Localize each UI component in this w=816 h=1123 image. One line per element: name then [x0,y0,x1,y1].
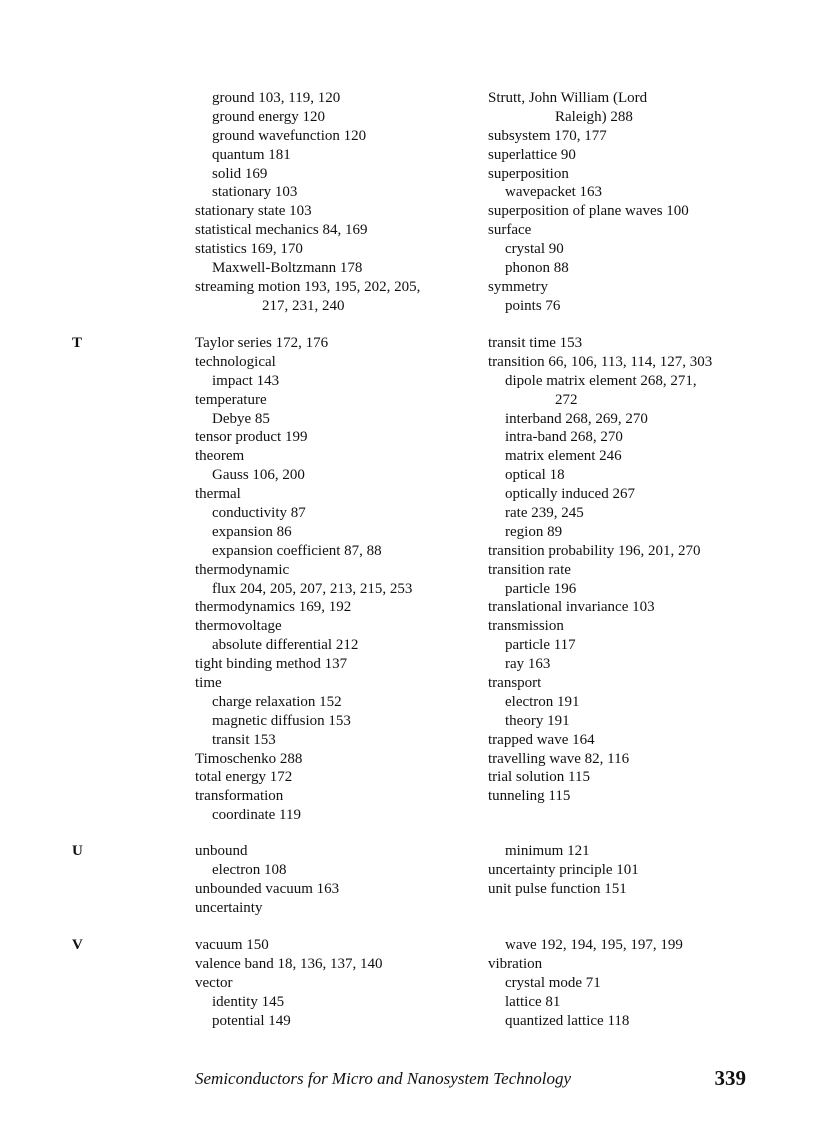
index-entry: transformation [195,788,284,805]
index-entry: wave 192, 194, 195, 197, 199 [505,937,683,953]
index-entry: region 89 [505,523,563,540]
index-entry: quantized lattice 118 [505,1012,630,1029]
index-entry: transmission [488,618,564,635]
index-entry: crystal mode 71 [505,974,601,991]
index-entry: statistical mechanics 84, 169 [195,222,368,239]
index-entry: tight binding method 137 [195,656,348,673]
index-entry: optically induced 267 [505,486,635,503]
index-entry: ray 163 [505,656,551,673]
index-entry: tensor product 199 [195,429,308,446]
index-entry: superposition [488,165,569,182]
index-entry: particle 196 [505,580,577,597]
index-entry: ground energy 120 [212,108,326,125]
index-entry: unbound [195,843,248,859]
index-entry: ground 103, 119, 120 [212,90,341,106]
right-column [488,936,768,1030]
index-entry: uncertainty principle 101 [488,861,639,878]
index-entry: theorem [195,448,245,465]
index-entry: uncertainty [195,899,263,916]
index-entry: thermovoltage [195,618,282,635]
index-entry: Maxwell-Boltzmann 178 [212,260,363,277]
index-entry: transition rate [488,561,571,578]
index-entry: thermodynamics 169, 192 [195,599,352,616]
index-entry: potential 149 [212,1012,291,1029]
index-entry: electron 191 [505,693,580,710]
index-entry: streaming motion 193, 195, 202, 205, [195,278,421,295]
index-entry: quantum 181 [212,146,291,163]
left-column [195,334,470,825]
index-entry: lattice 81 [505,993,561,1010]
index-entry: Gauss 106, 200 [212,467,305,484]
index-entry: points 76 [505,297,561,314]
index-entry: technological [195,353,276,370]
index-entry: Timoschenko 288 [195,750,303,767]
index-entry: travelling wave 82, 116 [488,750,630,767]
index-entry: symmetry [488,278,548,295]
index-entry: transit time 153 [488,335,583,351]
index-entry: statistics 169, 170 [195,241,303,258]
section-letter: U [72,843,83,859]
index-entry: 217, 231, 240 [262,297,345,314]
right-column [488,334,768,806]
index-entry: 272 [555,391,578,408]
index-entry: superlattice 90 [488,146,576,163]
index-entry: coordinate 119 [212,807,301,824]
index-entry: translational invariance 103 [488,599,655,616]
index-entry: transition 66, 106, 113, 114, 127, 303 [488,353,713,370]
index-entry: expansion coefficient 87, 88 [212,542,382,559]
index-entry: wavepacket 163 [505,184,603,201]
index-entry: charge relaxation 152 [212,693,342,710]
index-entry: rate 239, 245 [505,505,584,522]
index-entry: transit 153 [212,731,276,748]
index-entry: crystal 90 [505,241,564,258]
index-entry: stationary 103 [212,184,298,201]
index-entry: unbounded vacuum 163 [195,880,340,897]
index-entry: absolute differential 212 [212,637,359,654]
index-entry: superposition of plane waves 100 [488,203,689,220]
index-entry: flux 204, 205, 207, 213, 215, 253 [212,580,413,597]
index-entry: solid 169 [212,165,268,182]
index-entry: dipole matrix element 268, 271, [505,372,697,389]
index-entry: surface [488,222,532,239]
index-entry: electron 108 [212,861,287,878]
left-column [195,89,470,316]
section-letter: V [72,937,83,953]
index-entry: matrix element 246 [505,448,622,465]
index-entry: magnetic diffusion 153 [212,712,351,729]
right-column [488,89,768,316]
left-column [195,936,470,1030]
index-entry: transport [488,675,542,692]
index-entry: Taylor series 172, 176 [195,335,329,351]
right-column [488,842,768,899]
index-entry: stationary state 103 [195,203,312,220]
index-entry: impact 143 [212,372,280,389]
index-entry: conductivity 87 [212,505,306,522]
index-entry: subsystem 170, 177 [488,127,607,144]
index-entry: transition probability 196, 201, 270 [488,542,701,559]
index-entry: valence band 18, 136, 137, 140 [195,955,383,972]
index-entry: vibration [488,955,543,972]
index-entry: time [195,675,222,692]
index-entry: thermal [195,486,241,503]
index-entry: trial solution 115 [488,769,590,786]
index-entry: Raleigh) 288 [555,108,633,125]
index-entry: tunneling 115 [488,788,571,805]
section-letter: T [72,335,83,351]
index-entry: unit pulse function 151 [488,880,627,897]
index-entry: interband 268, 269, 270 [505,410,648,427]
page-number: 339 [714,1066,746,1090]
index-entry: ground wavefunction 120 [212,127,367,144]
index-entry: Strutt, John William (Lord [488,90,648,106]
index-entry: vacuum 150 [195,937,269,953]
index-entry: minimum 121 [505,843,590,859]
index-entry: trapped wave 164 [488,731,595,748]
left-column [195,842,470,918]
index-entry: expansion 86 [212,523,292,540]
index-entry: thermodynamic [195,561,290,578]
index-entry: intra-band 268, 270 [505,429,623,446]
index-entry: optical 18 [505,467,565,484]
index-entry: particle 117 [505,637,576,654]
index-entry: vector [195,974,233,991]
index-entry: theory 191 [505,712,570,729]
index-entry: identity 145 [212,993,285,1010]
index-entry: phonon 88 [505,260,569,277]
book-title-footer: Semiconductors for Micro and Nanosystem Technology [195,1069,572,1088]
index-entry: Debye 85 [212,410,270,427]
index-entry: temperature [195,391,267,408]
index-entry: total energy 172 [195,769,293,786]
